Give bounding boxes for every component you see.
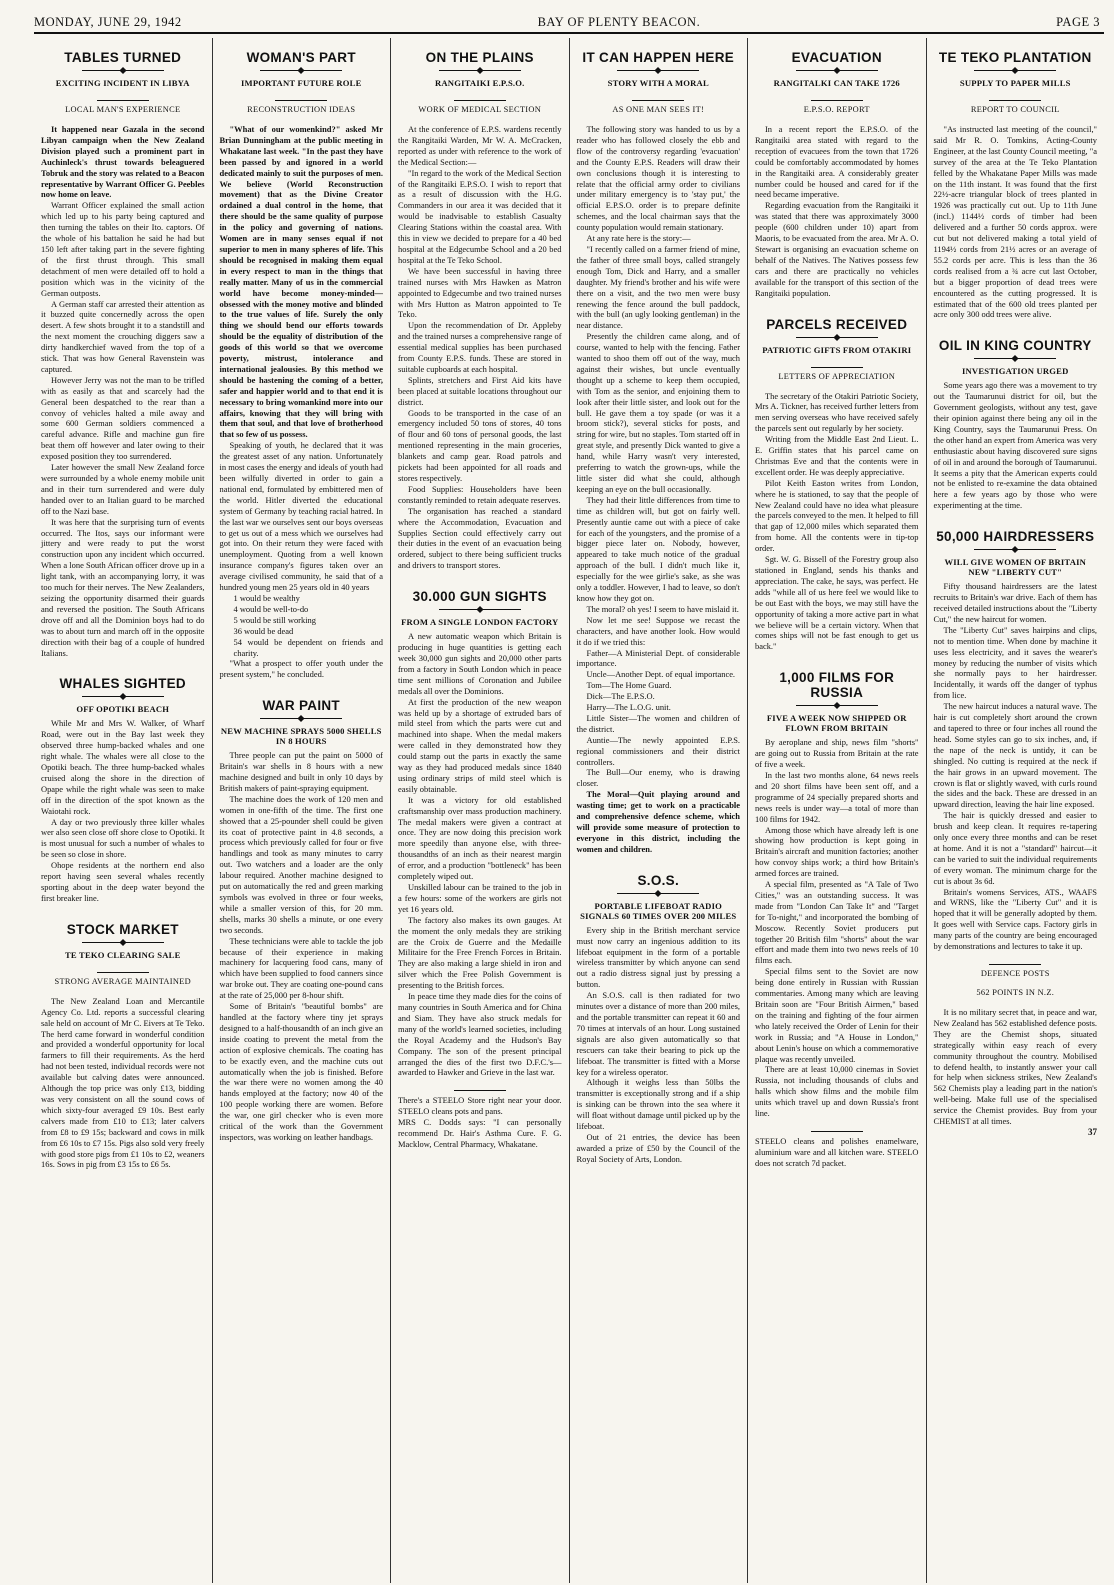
story-sos <box>577 873 741 1165</box>
paragraph: However Jerry was not the man to be trifled with as easily as that and scarcely had the General been despatched to the rear than a convoy of vehicles halted a mile away and some 600 German soldiers commenced a careful advance. Rifle and machine gun fire beat them off however and later owing to their exposed position they too surrendered. <box>41 374 205 462</box>
divider-rule <box>811 367 863 368</box>
paragraph: Now let me see! Suppose we recast the characters, and have another look. How would it do if we tried this: <box>576 614 740 647</box>
headline: S.O.S. <box>637 872 680 888</box>
paragraph: Three people can put the paint on 5000 of Britain's war shells in 8 hours with a new machine designed and built in only 10 days by British makers of paint-spraying equipment. <box>219 750 383 793</box>
subheading-secondary: LOCAL MAN'S EXPERIENCE <box>65 105 181 114</box>
paragraph: There's a STEELO Store right near your door. STEELO cleans pots and pans. <box>398 1095 562 1117</box>
paragraph: By aeroplane and ship, news film "shorts" are going out to Russia from Britain at the rate of five a week. <box>755 737 919 770</box>
paragraph: While Mr and Mrs W. Walker, of Wharf Road, were out in the Bay last week they observed three hump-backed whales and one right whale. The whales were all close to the Opotiki beach. The three hump-backed whales cruised along the shore in the direction of Opape while the right whale was seen to make off in the direction of the spot known as the Waiotahi rock. <box>41 718 205 816</box>
story-ad5 <box>755 1131 919 1169</box>
paragraph: It is no military secret that, in peace and war, New Zealand has 562 established defence posts. They are the Chemist shops, situated strategically within easy reach of every community throughout the country. Mobilised to defend health, to instantly answer your call for help when sickness strikes, New Zealand's 562 Chemists play a leading part in the nation's well-being. Make full use of the specialised service the Chemist provides. Buy from your CHEMIST at all times. <box>933 1007 1097 1127</box>
paragraph: In a recent report the E.P.S.O. of the Rangitaiki area stated with regard to the reception of evacuees from the town that 1726 could be comfortably accommodated by homes in the Rangitaiki area. A considerably greater number could be housed and cared for if the need became imperative. <box>755 124 919 200</box>
paragraph: The secretary of the Otakiri Patriotic Society, Mrs A. Tickner, has received further letters from men serving overseas who have received safely the parcels sent out regularly by her society. <box>755 390 919 434</box>
story-gunsights <box>398 589 562 1078</box>
subheading: STORY WITH A MORAL <box>607 78 709 88</box>
headline: WAR PAINT <box>262 698 340 714</box>
story-whales <box>41 676 205 903</box>
subheading: EXCITING INCIDENT IN LIBYA <box>55 78 190 88</box>
headline: EVACUATION <box>791 50 882 65</box>
paragraph: Fifty thousand hairdressers are the latest recruits to Britain's war drive. Each of them has received detailed instructions about the "Liberty Cut," the new haircut for women. <box>933 581 1097 624</box>
paragraph: 5 would be still working <box>233 614 316 625</box>
paragraph: Warrant Officer explained the small action which led up to his party being captured and then turning the tables on their Ito. captors. Of the whole of his battalion he said he had but 150 left after taking part in the severe fighting of the first thrust through. This small detachment of men were detailed off to hold a position which was in the vicinity of the German outposts. <box>41 200 205 298</box>
paragraph: Unskilled labour can be trained to the job in a few hours: some of the workers are girls not yet 16 years old. <box>398 882 562 914</box>
divider-rule <box>97 100 149 101</box>
paragraph: 36 would be dead <box>233 625 294 636</box>
story-woman <box>220 50 384 680</box>
paragraph: The organisation has reached a standard where the Accommodation, Evacuation and Supplies Section could effectively carry out their duties in the event of an evacuation being ordered, subject to there being sufficient trucks and drivers to transport stores. <box>398 505 562 571</box>
story-evac <box>755 50 919 299</box>
column-5 <box>748 38 927 1583</box>
subheading: RANGITAIKI E.P.S.O. <box>434 78 525 88</box>
masthead-page: PAGE 3 <box>1056 15 1100 29</box>
ornament-rule <box>974 358 1056 359</box>
paragraph: Presently the children came along, and of course, wanted to help with the fencing. Father wanted to shoo them off out of the way, much against their wishes, but uncle eventually thought up a scheme to keep them occupied, with Tom as the senior, and enjoining them to look after their little sister, and look out for the bull. He gave them a toy spade (or was it a broom stick?), several sticks for posts, and string for wire, but no staples. Tom started off in great style, and presently Dick wanted to give a hand, while Harry wasn't very interested, preferring to watch the grown-ups, while the little sister did what she could, although keeping an eye on the bull occasionally. <box>576 331 740 494</box>
column-3 <box>391 38 570 1583</box>
paragraph: 54 would be dependent on friends and charity. <box>233 636 383 658</box>
paragraph: Special films sent to the Soviet are now being done entirely in Russian with Russian commentaries. Among many which are leaving Britain soon are "Four British Airmen," based on the training and fighting of the four airmen who lately received the Order of Lenin for their work in Russia; and "A House in London," about Lenin's house on which a commemorative plaque was recently unveiled. <box>755 966 919 1064</box>
paragraph: Out of 21 entries, the device has been awarded a prize of £50 by the Council of the Royal Society of Arts, London. <box>576 1131 740 1164</box>
subheading-secondary: REPORT TO COUNCIL <box>970 105 1060 114</box>
column-1 <box>34 38 213 1583</box>
headline: 50,000 HAIRDRESSERS <box>936 529 1095 545</box>
paragraph: Speaking of youth, he declared that it was the greatest asset of any nation. Unfortunately in most cases the energy and ideals of youth had been wilfully diverted in order to gain a national end, formulated by embittered men of the world. Hitler diverted the educational system of Germany by teaching racial hatred. In the last war we ourselves sent our boys overseas to get us out of a mess which we ourselves had got into. On their return they were faced with unemployment. Quoting from a well known insurance company's figures taken over an average civilised community, he said that of a hundred young men 25 years old in 40 years <box>219 440 383 593</box>
paragraph: Among those which have already left is one showing how production is kept going in Britain's aircraft and munition factories; another how convoy ships work; a third how Britain's armed forces are trained. <box>755 824 919 879</box>
headline: TE TEKO PLANTATION <box>938 50 1092 65</box>
ornament-rule <box>796 337 878 338</box>
headline: WHALES SIGHTED <box>59 676 186 692</box>
divider-rule <box>811 1131 863 1132</box>
divider-rule <box>632 100 684 101</box>
ornament-rule <box>796 705 878 706</box>
story-oil <box>934 338 1098 511</box>
paragraph: Father—A Ministerial Dept. of considerable importance. <box>576 647 740 669</box>
story-happen <box>577 50 741 855</box>
paragraph: Every ship in the British merchant service must now carry an ingenious addition to its lifeboat equipment in the form of a portable wireless transmitter by which anyone can send out a radio distress signal just by pressing a button. <box>576 924 740 990</box>
masthead-date: MONDAY, JUNE 29, 1942 <box>34 15 182 29</box>
headline: IT CAN HAPPEN HERE <box>582 50 735 65</box>
divider-rule <box>454 100 506 101</box>
paragraph: "What of our womenkind?" asked Mr Brian Dunningham at the public meeting in Whakatane last week. "In the past they have been passed by and ignored in a world dedicated mainly to suit the purposes of men. We believe (World Reconstruction movement) that as the Divine Creator ordained a dual control in the home, that there should be the same quality of purpose in the policy and governing of nations. Women are in many senses equal if not superior to men in many spheres of life. This should be recognised in making them equal in every respect to man in the things that really matter. Many of us in the commercial world have become money-minded—obsessed with the money motive and blinded to the true values of life. Surely the only thing we should bend our efforts towards should be the equality of distribution of the goods of this world so that we overcome poverty, mistrust, intolerance and international jealousies. By this method we should be hastening the coming of a better, safer and happier world and to that end it is necessary to bring womankind more into our affairs, knowing that they will bring with them that soul, and that love of brotherhood that so few of us possess. <box>219 124 383 440</box>
paragraph: Dick—The E.P.S.O. <box>586 691 655 702</box>
divider-rule <box>989 100 1041 101</box>
column-4 <box>570 38 749 1583</box>
masthead-title: BAY OF PLENTY BEACON. <box>537 15 701 29</box>
ornament-rule <box>82 70 164 71</box>
ornament-rule <box>260 70 342 71</box>
paragraph: Uncle—Another Dept. of equal importance. <box>586 669 736 680</box>
divider-rule <box>454 1090 506 1091</box>
ornament-rule <box>439 70 521 71</box>
subheading: FIVE A WEEK NOW SHIPPED OR FLOWN FROM BRITAIN <box>766 713 907 734</box>
paragraph: Harry—The L.O.G. unit. <box>586 702 671 713</box>
paragraph: The Bull—Our enemy, who is drawing closer. <box>576 767 740 789</box>
story-eps <box>398 50 562 571</box>
paragraph: They had their little differences from time to time as children will, but got on fairly well. Presently auntie came out with a piece of cake for each of the youngsters, and the promise of a bigger piece later on. Nobody, however, appeared to take much notice of the gradual approach of the bull. I didn't much like it, especially for the wee girlie's sake, as she was only a toddler. However, I had to leave, so don't know how they got on. <box>576 494 740 603</box>
story-tables <box>41 50 205 658</box>
paragraph: Upon the recommendation of Dr. Appleby and the trained nurses a comprehensive range of essential medical supplies has been purchased from County E.P.S. funds. These are stored in suitable cupboards at each hospital. <box>398 320 562 374</box>
ornament-rule <box>796 70 878 71</box>
subheading: WILL GIVE WOMEN OF BRITAIN NEW "LIBERTY CUT" <box>944 557 1087 578</box>
column-6 <box>927 38 1105 1583</box>
paragraph: The new haircut induces a natural wave. The hair is cut completely short around the crown and tapered to three or four inches all round the head. Some styles can go to six inches, and, if the nape of the neck is untidy, it can be shingled. No cutting is required at the neck if the hair grows in an upward movement. The crown is flat or slightly waved, with curls round the sides and the back. These are dressed in an upward direction, leaving the hair line exposed. <box>933 701 1097 810</box>
paragraph: 1 would be wealthy <box>233 592 300 603</box>
paragraph: A special film, presented as "A Tale of Two Cities," was an outstanding success. It was made from "London Can Take It" and "Target for To-night," and incorporated the bombing of Moscow. Recently Soviet producers put together 20 British film "shorts" about the war effort and made them into two news reels of 10 films each. <box>755 879 919 966</box>
paragraph: Tom—The Home Guard. <box>586 680 672 691</box>
paragraph: Sgt. W. G. Bissell of the Forestry group also stationed in England, sends his thanks and appreciation. The cake, he says, was perfect. He adds "while all of us here feel we would like to be out East with the boys, we may still have the opportunity of taking a more active part in what we believe will be a certain victory. When that comes ships will not be fast enough to get us back." <box>755 554 919 652</box>
paragraph: Writing from the Middle East 2nd Lieut. L. E. Griffin states that his parcel came on Christmas Eve and that the contents were in excellent order. He was deeply appreciative. <box>755 434 919 477</box>
divider-rule <box>811 100 863 101</box>
paragraph: "What a prospect to offer youth under the present system," he concluded. <box>219 658 383 680</box>
divider-rule <box>97 972 149 973</box>
paragraph: STEELO cleans and polishes enamelware, aluminium ware and all kitchen ware. STEELO does not scratch 7d packet. <box>755 1135 919 1168</box>
paragraph: Goods to be transported in the case of an emergency included 50 tons of stores, 40 tons of flour and 60 tons of personal goods, the last mentioned representing in the main groceries, blankets and camp gear. Road patrols and pickets had been appointed for all roads and stores respectively. <box>398 407 562 483</box>
paragraph: 4 would be well-to-do <box>233 603 309 614</box>
subheading: PATRIOTIC GIFTS FROM OTAKIRI <box>762 344 912 355</box>
paragraph: Auntie—The newly appointed E.P.S. regional commissioners and their district controllers. <box>576 734 740 767</box>
paragraph: Some of Britain's "beautiful bombs" are handled at the factory where tiny jet sprays designed to a half-thousandth of an inch give an inside coating to prevent the metal from the action of explosive chemicals. The coating has to be exactly even, and the machine cuts out automatically when the job is finished. Before the war there were no women among the 40 hands employed at the factory; now 40 of the 100 people working there are women. Before the war, one girl checker who is even more critical of the work than the Government inspectors, was working on leather handbags. <box>219 1001 383 1142</box>
paragraph: At any rate here is the story:— <box>586 233 691 244</box>
paragraph: At first the production of the new weapon was held up by a shortage of extruded bars of mild steel from which the parts were cut and machined into shape. When the medal makers were called in they demonstrated how they could stamp out the parts in exactly the same way as they had produced medals since 1840 using ordinary strips of mild steel which is easily obtainable. <box>398 696 562 794</box>
paragraph: A new automatic weapon which Britain is producing in huge quantities is getting each week 30,000 gun sights and 20,000 other parts from a factory in South London which in peace time sent millions of Coronation and Jubilee medals all over the Dominions. <box>398 631 562 696</box>
paragraph: "As instructed last meeting of the council," said Mr R. O. Tomkins, Acting-County Engineer, at the last County Council meeting, "a survey of the area at the Te Teko Plantation felled by the Whakatane Paper Mills was made on the 11th instant. It was found that the first 22½-acre triangular block of trees planted in 1926 was practically cut out. Up to 11th June (incl.) 1144½ cords of timber had been delivered and a further 50 cords approx. were cut but not delivered making a total yield of 1194½ cords from 21½ acres or an average of 55.2 cords per acre. This is less than the 36 cords realised from a ¾ acre cut last October, but a bigger proportion of dead trees were encountered as the cutting progressed. It is estimated that of the 600 old trees planted per acre only 300 odd trees were alive. <box>933 124 1097 320</box>
paragraph: MRS C. Dodds says: "I can personally recommend Dr. Hair's Asthma Cure. F. G. Macklow, Central Pharmacy, Whakatane. <box>398 1117 562 1149</box>
paragraph: The moral? oh yes! I seem to have mislaid it. <box>586 603 739 614</box>
paragraph: It was here that the surprising turn of events occurred. The Itos, says our informant were jittery and were ready to put the worst construction upon any incident which occurred. When a lone South African officer drove up in a light tank, with an accompanying lorry, it was too much for their nerves. The New Zealanders, seizing the opportunity disarmed their guards and reversed the position. The South Africans drove off and all the Dominion boys had to do was to about turn and march off in the opposite direction with their bag of a couple of hundred Italians. <box>41 516 205 658</box>
headline: 1,000 FILMS FOR RUSSIA <box>779 670 895 701</box>
paragraph: The New Zealand Loan and Mercantile Agency Co. Ltd. reports a successful clearing sale held on account of Mr C. Eivers at Te Teko. The herd came forward in wonderful condition and provided a wonderful opportunity for local farmers to fill their requirements. As the herd had not been tested, individual records were not available but calving dates were announced. Although the top price was only £13, bidding was very consistent on all the sound cows of which sixty-four averaged £9 10s. Best early calvers made from £10 to £13; later calvers from £8 to £9 15s; backward and cows in milk from £6 10s to £7 15s. Pigs also sold very freely with good store pigs from £1 10s to £2, weaners 16s. Sows in pig from £3 15s to £6 5s. <box>41 995 205 1170</box>
headline: OIL IN KING COUNTRY <box>938 338 1092 354</box>
subheading: NEW MACHINE SPRAYS 5000 SHELLS IN 8 HOURS <box>220 726 382 747</box>
paragraph: It was a victory for old established craftsmanship over mass production machinery. The medal makers were given a contract at once. They are now doing this precision work more speedily than anyone else, with three-thousandths of an inch as their nearest margin of error, and a production "bottleneck" has been completely wiped out. <box>398 794 562 882</box>
paragraph: The Moral—Quit playing around and wasting time; get to work on a practicable and comprehensive defence scheme, which will provide some measure of protection to everyone in this district, including the women and children. <box>576 789 740 854</box>
paragraph: The factory also makes its own gauges. At the moment the only medals they are striking are the Croix de Guerre and the Medaille Militaire for the Free French Forces in Britain. They are also making a large shield in iron and silver which the Free Polish Government is presenting to the British forces. <box>398 914 562 991</box>
headline: PARCELS RECEIVED <box>766 316 908 332</box>
story-defence <box>934 964 1098 1137</box>
subheading-secondary: E.P.S.O. REPORT <box>803 105 870 114</box>
paragraph: Ohope residents at the northern end also report having seen several whales recently sporting about in the deep water beyond the first breaker line. <box>41 860 205 903</box>
paragraph: At the conference of E.P.S. wardens recently the Rangitaiki Warden, Mr W. A. McCracken, reported as under with reference to the work of the Medical Section:— <box>398 124 562 167</box>
paragraph: In peace time they made dies for the coins of many countries in South America and for China and Siam. They have also struck medals for many of the world's learned societies, including the Royal Academy and the Hudson's Bay Company. The son of the present principal arranged the dies of the first two D.F.C.'s—awarded to Hawker and Grieve in the last war. <box>398 991 562 1078</box>
headline: TABLES TURNED <box>64 50 182 65</box>
story-parcels <box>755 317 919 653</box>
subheading-secondary: STRONG AVERAGE MAINTAINED <box>54 976 191 986</box>
ornament-rule <box>617 70 699 71</box>
ornament-rule <box>260 718 342 719</box>
paragraph: There are at least 10,000 cinemas in Soviet Russia, not including thousands of clubs and halls which show films and the mobile film units which travel up and down Russia's front line. <box>755 1064 919 1119</box>
columns <box>34 38 1104 1583</box>
divider-rule <box>275 100 327 101</box>
subheading-secondary: WORK OF MEDICAL SECTION <box>418 105 542 114</box>
paragraph: Food Supplies: Householders have been constantly reminded to retain adequate reserves. <box>398 483 562 505</box>
paragraph: A day or two previously three killer whales wer also seen close off shore close to Opotiki. It is most unusual for such a number of whales to be seen so close in shore. <box>41 816 205 860</box>
paragraph: Britain's womens Services, ATS., WAAFS and WRNS, like the "Liberty Cut" and it is hoped that it will be generally adopted by them. It goes well with Service caps. Factory girls in many parts of the country are being encouraged by demonstrations and lectures to take it up. <box>933 886 1097 952</box>
subheading-secondary: RECONSTRUCTION IDEAS <box>247 105 356 114</box>
paragraph: The hair is quickly dressed and easier to brush and keep clean. It requires re-tapering only once every three months and can be reset at home. And it is not a "standard" haircut—it can be varied to suit the individual requirements of every woman. The minimum charge for the cut is about 3s 6d. <box>933 810 1097 886</box>
story-warpaint <box>220 698 384 1143</box>
story-teteko <box>934 50 1098 320</box>
subheading-secondary: LETTERS OF APPRECIATION <box>778 371 896 381</box>
paragraph: We have been successful in having three trained nurses with Mrs Hawken as Matron appointed to Edgecumbe and two trained nurses with Mrs Hutton as Matron appointed to Te Teko. <box>398 265 562 320</box>
paragraph: Splints, stretchers and First Aid kits have been placed at suitable locations throughout our district. <box>398 374 562 407</box>
subheading: FROM A SINGLE LONDON FACTORY <box>401 617 559 628</box>
headline: STOCK MARKET <box>66 921 179 937</box>
story-ad3 <box>398 1090 562 1150</box>
paragraph: Although it weighs less than 50lbs the transmitter is exceptionally strong and if a ship is sinking can be thrown into the sea where it will float without damage until picked up by the lifeboat. <box>576 1077 740 1132</box>
story-stock <box>41 922 205 1171</box>
ornament-rule <box>82 942 164 943</box>
ornament-rule <box>617 893 699 894</box>
paragraph: "In regard to the work of the Medical Section of the Rangitaiki E.P.S.O. I wish to report that as a result of discussion with the H.G. Commanders in our area it was decided that it would be inadvisable to establish Casualty Clearing Stations within the coastal area. With this in view we decided to prepare for a 40 bed hospital at the Edgecumbe School and a 20 bed hospital at the Te Teko School. <box>398 167 562 265</box>
subheading-secondary: AS ONE MAN SEES IT! <box>612 105 705 114</box>
subheading: PORTABLE LIFEBOAT RADIO SIGNALS 60 TIMES OVER 200 MILES <box>580 900 737 921</box>
headline: ON THE PLAINS <box>425 50 534 65</box>
subheading: IMPORTANT FUTURE ROLE <box>240 78 362 88</box>
ornament-rule <box>974 70 1056 71</box>
paragraph: "I recently called on a farmer friend of mine, the father of three small boys, called strangely enough Tom, Dick and Harry, and a smaller daughter. My friend's brother and his wife were there on a visit, and the two men were busy renewing the fence around the bull paddock, with the bull (an ugly looking gentleman) in the near distance. <box>576 243 740 331</box>
ornament-rule <box>82 696 164 697</box>
column-2 <box>213 38 392 1583</box>
paragraph: An S.O.S. call is then radiated for two minutes over a distance of more than 200 miles, and the portable transmitter can repeat it 60 and 70 times at intervals of an hour. Long sustained signals are also given automatically so that rescuers can take their bearing to pick up the lifeboat. The transmitter is fitted with a Morse key for a wireless operator. <box>576 990 740 1077</box>
headline: WOMAN'S PART <box>246 50 356 65</box>
story-films <box>755 670 919 1119</box>
paragraph: The machine does the work of 120 men and women in one-fifth of the time. The first one showed that a 25-pounder shell could be given its coat of protective paint in 4.8 seconds, a process which previously called for four or five handlings and took as many minutes to carry out. Two watchers and a loader are the only labour required. Another machine designed to put on automatically the red and green marking symbols was evolved in three or four weeks, while a smaller version of this, for 20 mm. shells, marks 30 shells a minute, or one every two seconds. <box>219 793 383 935</box>
paragraph: Pilot Keith Easton writes from London, where he is stationed, to say that the people of New Zealand could have no idea what pleasure the parcels conveyed to the men. It helped to fill that gap of 12,000 miles which separated them from home. All the contents were in tip-top order. <box>755 477 919 554</box>
paragraph: A German staff car arrested their attention as it buzzed quite concernedly across the open desert. A few shots brought it to a standstill and the next moment the crouching diggers saw a dirty handkerchief waved from the top of a stick. That was how General Ravenstein was captured. <box>41 298 205 374</box>
paragraph: Later however the small New Zealand force were surrounded by a whole enemy mobile unit and in their turn surrendered and were duly handed over to an Italian guard to be marched off to the Nazi base. <box>41 462 205 516</box>
paragraph: Regarding evacuation from the Rangitaiki it was stated that there was approximately 3000 people (600 children under 10) apart from Maoris, to be evacuated from the area. Mr A. O. Stewart is organising an evacuation scheme on behalf of the Natives. The Natives possess few cars and there are practically no vehicles available for the transport of this section of the Rangitaiki population. <box>755 200 919 298</box>
paragraph: Little Sister—The women and children of the district. <box>576 712 740 734</box>
subheading-secondary: 562 POINTS IN N.Z. <box>976 988 1055 997</box>
ornament-rule <box>974 549 1056 550</box>
subheading: INVESTIGATION URGED <box>961 366 1069 377</box>
subheading: SUPPLY TO PAPER MILLS <box>959 78 1071 88</box>
paragraph: Some years ago there was a movement to try out the Taumarunui district for oil, but the Government geologists, without any test, gave their opinion against there being any oil in the King Country, says the Taumarunui Press. On the other hand an expert from America was very enthusiastic about having discovered sure signs of oil in and around the borough of Taumarunui. It seems a pity that the American experts could not be enlisted to re-examine the data obtained here a few years ago by those who were experimenting at the time. <box>933 380 1097 511</box>
paragraph: The following story was handed to us by a reader who has followed closely the ebb and flow of the controversy regarding 'evacuation' and the County E.P.S. Readers will draw their own conclusions though it is interesting to relate that the official army order to civilians under military emergency is to 'stay put,' the official E.P.S.O. order is to prepare definite schemes, and the local chairman says that the county population would remain stationary. <box>576 124 740 233</box>
story-hair <box>934 529 1098 952</box>
subheading: TE TEKO CLEARING SALE <box>64 949 181 960</box>
divider-rule <box>989 964 1041 965</box>
headline: DEFENCE POSTS <box>980 969 1050 978</box>
paragraph: It happened near Gazala in the second Libyan campaign when the New Zealand Division played such a prominent part in Auchinleck's thrust towards beleaguered Tobruk and the story was related to a Beacon representative by Warrant Officer G. Peebles now home on leave. <box>41 124 205 200</box>
page-footer-number: 37 <box>1088 1126 1097 1137</box>
subheading: OFF OPOTIKI BEACH <box>76 704 170 715</box>
paragraph: The "Liberty Cut" saves hairpins and clips, not to mention time. When done by machine it uses less electricity, and it saves the wearer's money by reducing the number of visits which she normally pays to her hairdresser. Incidentally, it wards off the danger of typhus from lice. <box>933 624 1097 701</box>
masthead <box>34 8 1104 34</box>
headline: 30.000 GUN SIGHTS <box>412 589 547 605</box>
paragraph: These technicians were able to tackle the job because of their experience in making machinery for lacquering food cans, many of which have been supplied to food canners since war broke out. They are coating one-pound cans at the rate of 25,000 per 8-hour shift. <box>219 935 383 1001</box>
ornament-rule <box>439 609 521 610</box>
subheading: RANGITALKI CAN TAKE 1726 <box>773 78 900 88</box>
paragraph: In the last two months alone, 64 news reels and 20 short films have been sent off, and a programme of 24 specially prepared shorts and news reels is under way—a total of more than 100 films for 1942. <box>755 769 919 824</box>
